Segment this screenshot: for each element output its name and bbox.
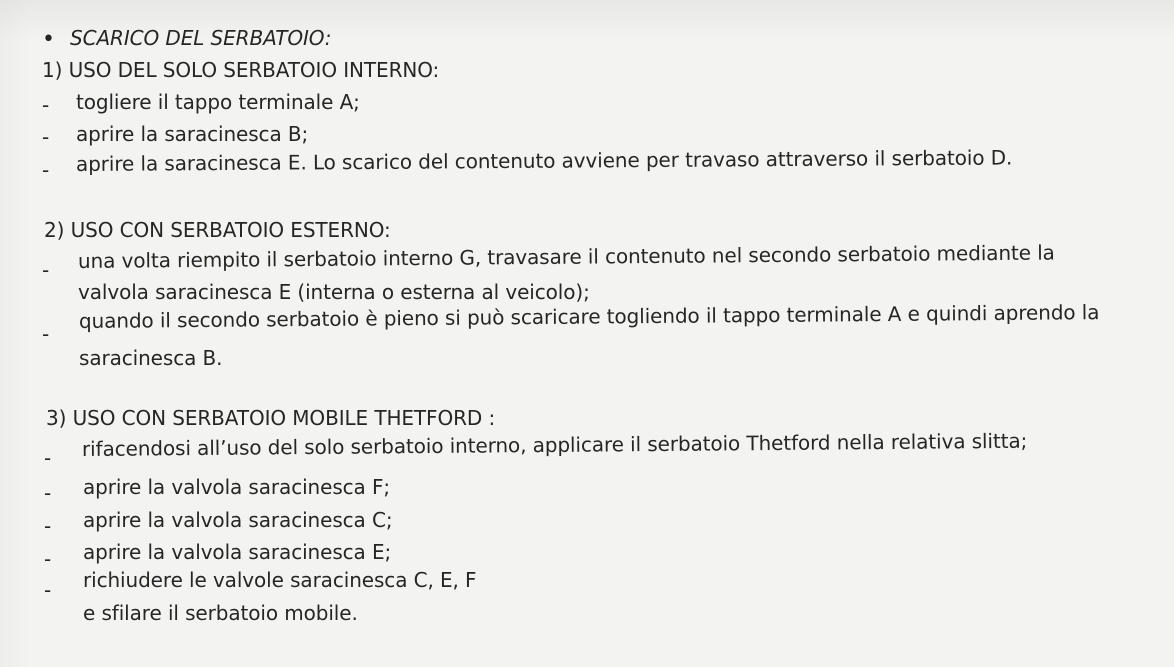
dash-marker: - xyxy=(44,547,52,571)
part3-item-3: aprire la valvola saracinesca C; xyxy=(83,508,393,532)
part3-item-5-continued: e sfilare il serbatoio mobile. xyxy=(83,601,358,625)
part2-item-1: una volta riempito il serbatoio interno G, travasare il contenuto nel secondo serbatoio mediante la xyxy=(77,240,1055,273)
part3-item-1: rifacendosi all’uso del solo serbatoio interno, applicare il serbatoio Thetford nella relativa slitta; xyxy=(81,428,1028,461)
part2-heading: 2) USO CON SERBATOIO ESTERNO: xyxy=(44,218,391,242)
dash-marker: - xyxy=(44,446,52,470)
part2-item-1-continued: valvola saracinesca E (interna o esterna al veicolo); xyxy=(78,280,590,304)
part3-item-4: aprire la valvola saracinesca E; xyxy=(83,540,392,564)
dash-marker: - xyxy=(42,322,50,346)
dash-marker: - xyxy=(44,578,52,602)
dash-marker: - xyxy=(42,93,50,117)
part1-item-2: aprire la saracinesca B; xyxy=(76,122,309,146)
dash-marker: - xyxy=(42,125,50,149)
part3-heading: 3) USO CON SERBATOIO MOBILE THETFORD : xyxy=(46,406,496,430)
part3-item-5: richiudere le valvole saracinesca C, E, F xyxy=(83,568,477,592)
part2-item-2: quando il secondo serbatoio è pieno si può scaricare togliendo il tappo terminale A e quindi aprendo la xyxy=(78,300,1100,333)
dash-marker: - xyxy=(42,158,50,182)
dash-marker: - xyxy=(42,258,50,282)
dash-marker: - xyxy=(44,481,52,505)
part1-heading: 1) USO DEL SOLO SERBATOIO INTERNO: xyxy=(42,58,440,82)
part1-item-3: aprire la saracinesca E. Lo scarico del contenuto avviene per travaso attraverso il serbatoio D. xyxy=(75,145,1013,176)
part3-item-2: aprire la valvola saracinesca F; xyxy=(83,475,390,499)
part2-item-2-continued: saracinesca B. xyxy=(79,346,223,370)
part1-item-1: togliere il tappo terminale A; xyxy=(76,90,360,114)
bullet-icon: • xyxy=(42,27,55,52)
dash-marker: - xyxy=(44,514,52,538)
section-title: SCARICO DEL SERBATOIO: xyxy=(70,26,332,50)
